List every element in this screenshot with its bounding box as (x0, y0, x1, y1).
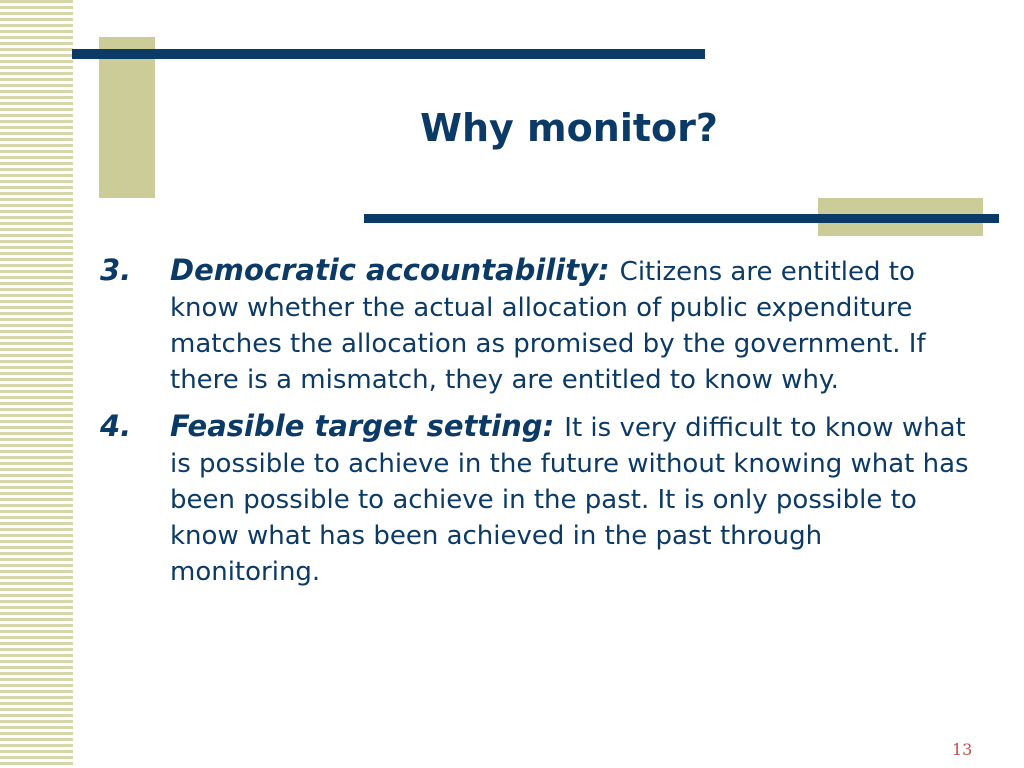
bottom-title-rule (364, 214, 999, 223)
item-text: It is very difficult to know what is possible to achieve in the future without knowing what has been possible to achieve in the past. It is only possible to know what has been achieved in the past through monitoring. (170, 413, 969, 587)
top-rule (72, 49, 705, 59)
item-number: 4. (100, 409, 132, 443)
page-number: 13 (952, 740, 973, 759)
list-item (100, 408, 980, 590)
item-term: Democratic accountability: (170, 253, 620, 287)
item-term: Feasible target setting: (170, 409, 565, 443)
bullet-list (100, 252, 980, 600)
item-number: 3. (100, 253, 132, 287)
list-item (100, 252, 980, 398)
slide-title: Why monitor? (420, 106, 718, 150)
item-text: Citizens are entitled to know whether the actual allocation of public expenditure matches the allocation as promised by the government. If there is a mismatch, they are entitled to know why. (170, 257, 926, 395)
